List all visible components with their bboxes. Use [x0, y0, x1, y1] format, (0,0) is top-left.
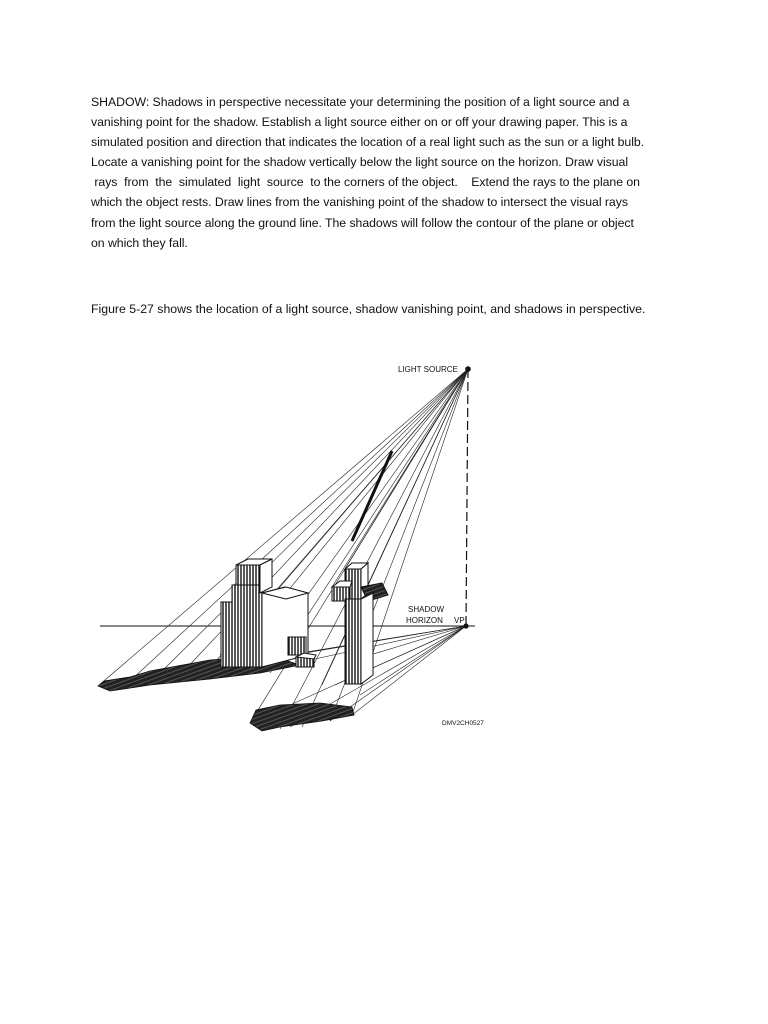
- light-vertical-dashed: [466, 369, 468, 626]
- shadow-horizon-label-1: SHADOW: [408, 605, 444, 614]
- vp-label: VP: [454, 616, 465, 625]
- light-source-point: [465, 366, 471, 372]
- paragraph-line: rays from the simulated light source to the corners of the object. Extend the rays to the plane on: [91, 175, 640, 190]
- right-building: [332, 563, 388, 684]
- shadow-perspective-figure: [90, 355, 490, 740]
- shadow-paragraph: [91, 92, 681, 253]
- shadow-horizon-label-2: HORIZON: [406, 616, 443, 625]
- paragraph-line: simulated position and direction that indicates the location of a real light such as the sun or a light bulb.: [91, 135, 645, 150]
- left-building: [221, 559, 316, 667]
- paragraph-line: Locate a vanishing point for the shadow vertically below the light source on the horizon. Draw visual: [91, 155, 628, 170]
- paragraph-line: vanishing point for the shadow. Establish a light source either on or off your drawing paper. This is a: [91, 115, 628, 130]
- figure-code: DMV2CH0527: [442, 720, 484, 727]
- figure-caption: Figure 5-27 shows the location of a light source, shadow vanishing point, and shadows in perspective.: [91, 302, 646, 316]
- paragraph-line: on which they fall.: [91, 235, 188, 250]
- light-source-label: LIGHT SOURCE: [398, 365, 458, 374]
- paragraph-line: SHADOW: Shadows in perspective necessitate your determining the position of a light source and a: [91, 95, 630, 109]
- paragraph-line: from the light source along the ground line. The shadows will follow the contour of the plane or object: [91, 215, 634, 230]
- paragraph-line: which the object rests. Draw lines from the vanishing point of the shadow to intersect the visual rays: [91, 195, 628, 210]
